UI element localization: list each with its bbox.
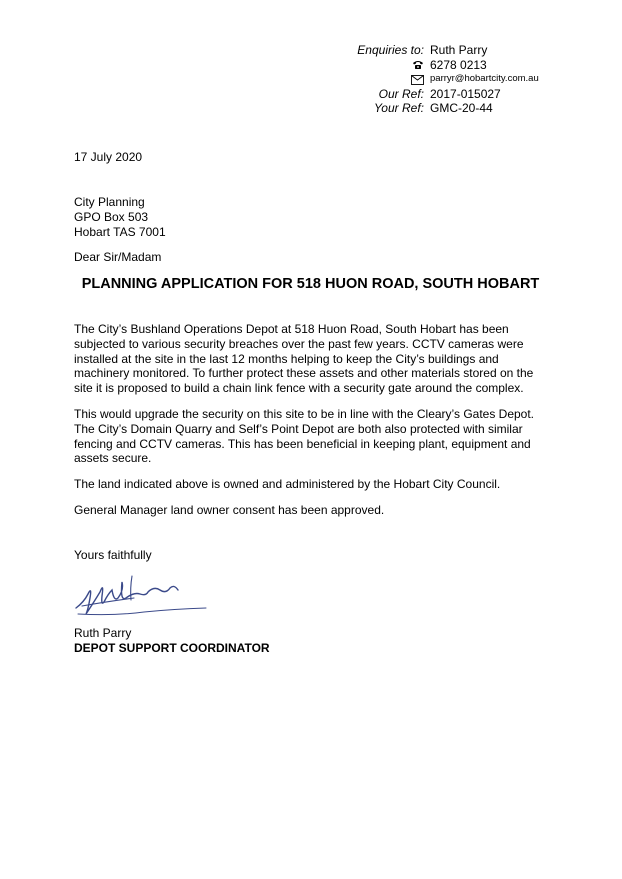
letter-body — [74, 322, 552, 529]
enquiries-label: Enquiries to: — [357, 43, 424, 57]
salutation: Dear Sir/Madam — [74, 250, 162, 264]
email-row — [340, 72, 539, 87]
body-paragraph-3: The land indicated above is owned and administered by the Hobart City Council. — [74, 477, 501, 492]
your-ref-value: GMC-20-44 — [430, 101, 493, 116]
body-paragraph-1: The City’s Bushland Operations Depot at 518 Huon Road, South Hobart has been subjected to various security breaches over the past few years. CCTV cameras were installed at the site in the last 12 months helping to keep the City’s buildings and machinery monitored. To further protect these assets and other materials stored on the site it is proposed to build a chain link fence with a security gate around the complex. — [74, 322, 534, 396]
subject-heading: PLANNING APPLICATION FOR 518 HUON ROAD, SOUTH HOBART — [81, 276, 540, 292]
signer-block — [74, 626, 270, 656]
phone-row — [340, 58, 539, 73]
email-icon — [340, 72, 430, 87]
telephone-icon — [340, 58, 430, 73]
enquiries-value: Ruth Parry — [430, 43, 488, 57]
our-ref-label: Our Ref: — [378, 86, 424, 101]
signer-title: DEPOT SUPPORT COORDINATOR — [74, 640, 270, 655]
email-value: parryr@hobartcity.com.au — [430, 73, 539, 85]
recipient-line-1: City Planning — [74, 195, 145, 209]
your-ref-row — [340, 101, 539, 116]
enquiries-row — [340, 43, 539, 58]
our-ref-row — [340, 87, 539, 102]
letter-date: 17 July 2020 — [74, 150, 143, 164]
phone-value: 6278 0213 — [430, 57, 487, 72]
your-ref-label: Your Ref: — [373, 101, 424, 116]
handwritten-signature — [74, 572, 214, 629]
recipient-line-3: Hobart TAS 7001 — [74, 225, 166, 239]
signer-name: Ruth Parry — [74, 626, 132, 640]
recipient-line-2: GPO Box 503 — [74, 210, 149, 224]
recipient-address — [74, 195, 166, 240]
our-ref-value: 2017-015027 — [430, 86, 501, 101]
body-paragraph-4: General Manager land owner consent has been approved. — [74, 502, 385, 517]
body-paragraph-2: This would upgrade the security on this site to be in line with the Cleary’s Gates Depot. The City’s Domain Quarry and Self’s Point Depot are both also protected with similar fencing and CCTV cameras. This has been beneficial in keeping plant, equipment and assets secure. — [74, 406, 535, 466]
closing: Yours faithfully — [74, 548, 152, 562]
contact-block — [340, 43, 539, 116]
